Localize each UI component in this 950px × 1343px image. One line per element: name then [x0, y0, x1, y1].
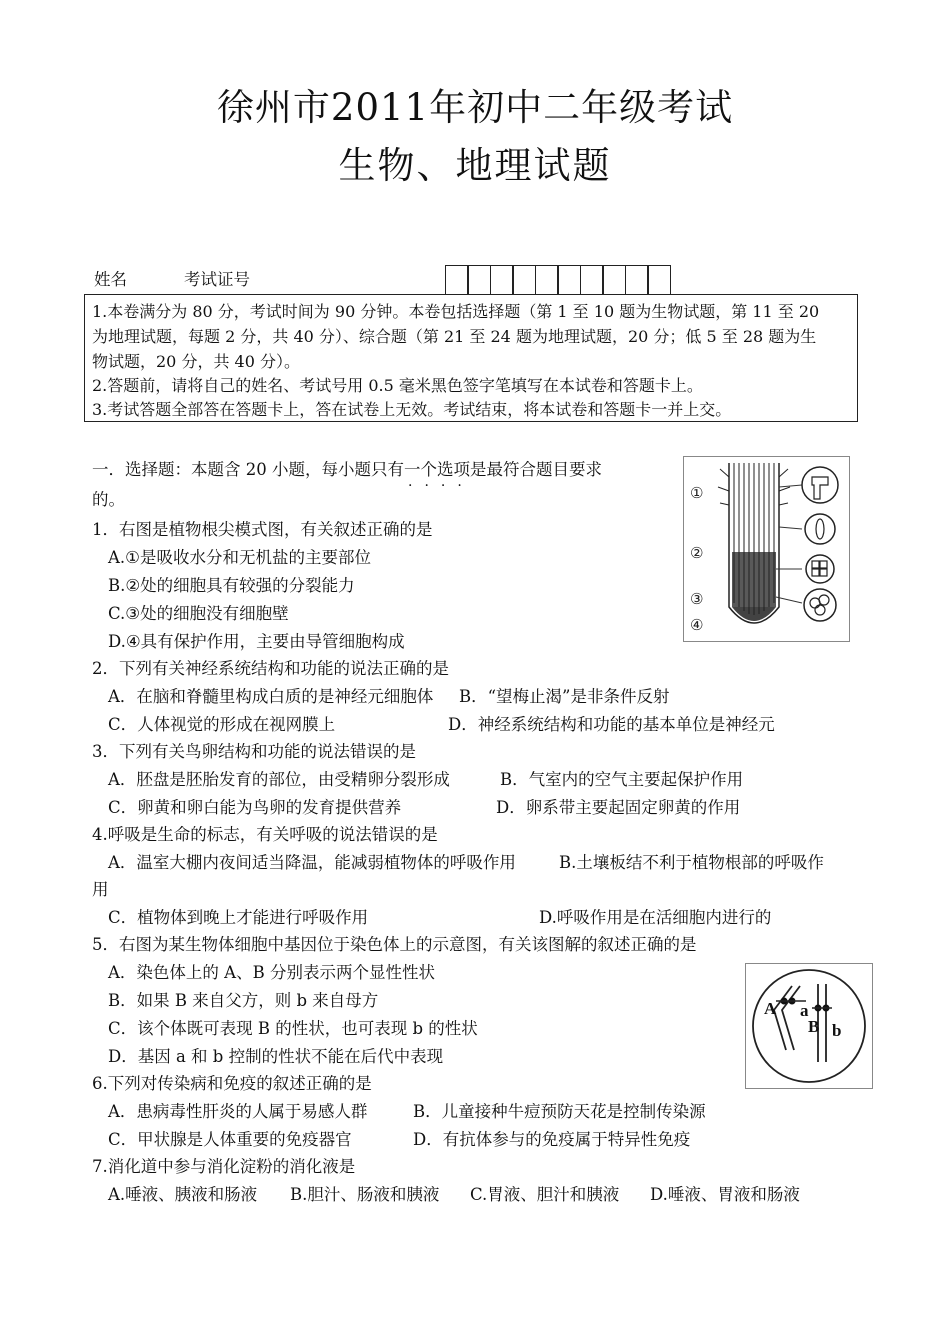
id-digit-box [557, 265, 581, 294]
q4-option-b-cont: 用 [92, 880, 109, 899]
q5-option-d: D．基因 a 和 b 控制的性状不能在后代中表现 [108, 1047, 444, 1066]
q5-option-c: C．该个体既可表现 B 的性状，也可表现 b 的性状 [108, 1019, 478, 1038]
q3-option-a: A．胚盘是胚胎发育的部位，由受精卵分裂形成 [108, 770, 450, 789]
q1-option-d: D.④具有保护作用，主要由导管细胞构成 [108, 632, 405, 651]
q4-option-d: D.呼吸作用是在活细胞内进行的 [539, 908, 772, 927]
instruction-line: 2.答题前，请将自己的姓名、考试号用 0.5 毫米黑色签字笔填写在本试卷和答题卡上。 [92, 376, 703, 395]
id-digit-box [647, 265, 671, 294]
emphasis-dots: ···· [408, 478, 474, 494]
id-digit-box [580, 265, 604, 294]
q4-stem: 4.呼吸是生命的标志，有关呼吸的说法错误的是 [92, 825, 438, 844]
name-label: 姓名 [94, 270, 127, 289]
q5-option-b: B．如果 B 来自父方，则 b 来自母方 [108, 991, 379, 1010]
q4-option-a: A．温室大棚内夜间适当降温，能减弱植物体的呼吸作用 [108, 853, 516, 872]
q7-option-a: A.唾液、胰液和肠液 [108, 1185, 258, 1204]
gene-label-B: B [808, 1017, 820, 1036]
gene-label-A: A [764, 999, 777, 1018]
q6-option-a: A．患病毒性肝炎的人属于易感人群 [108, 1102, 368, 1121]
q3-stem: 3．下列有关鸟卵结构和功能的说法错误的是 [92, 742, 416, 761]
q1-option-b: B.②处的细胞具有较强的分裂能力 [108, 576, 355, 595]
id-digit-box [625, 265, 649, 294]
id-digit-box [467, 265, 491, 294]
q2-option-c: C．人体视觉的形成在视网膜上 [108, 715, 336, 734]
gene-label-a: a [800, 1001, 809, 1020]
exam-id-label: 考试证号 [184, 270, 250, 289]
q2-option-d: D．神经系统结构和功能的基本单位是神经元 [448, 715, 775, 734]
q6-option-b: B．儿童接种牛痘预防天花是控制传染源 [413, 1102, 706, 1121]
q2-stem: 2．下列有关神经系统结构和功能的说法正确的是 [92, 659, 449, 678]
q3-option-d: D．卵系带主要起固定卵黄的作用 [496, 798, 741, 817]
id-digit-box [512, 265, 536, 294]
section-heading: 一．选择题：本题含 20 小题，每小题只有一个选项是最符合题目要求 [92, 460, 602, 479]
exam-id-boxes [446, 265, 671, 295]
gene-label-b: b [832, 1021, 842, 1040]
instruction-line: 为地理试题，每题 2 分，共 40 分）、综合题（第 21 至 24 题为地理试题，20 分；低 5 至 28 题为生 [92, 327, 817, 346]
instruction-line: 1.本卷满分为 80 分，考试时间为 90 分钟。本卷包括选择题（第 1 至 10 题为生物试题，第 11 至 20 [92, 302, 820, 321]
q6-option-d: D．有抗体参与的免疫属于特异性免疫 [413, 1130, 691, 1149]
q2-option-a: A．在脑和脊髓里构成白质的是神经元细胞体 [108, 687, 434, 706]
q3-option-b: B．气室内的空气主要起保护作用 [500, 770, 744, 789]
chromosome-figure [745, 963, 873, 1089]
q4-option-c: C．植物体到晚上才能进行呼吸作用 [108, 908, 369, 927]
root-label: ③ [690, 590, 704, 608]
root-label: ② [690, 544, 704, 562]
id-digit-box [490, 265, 514, 294]
section-heading-cont: 的。 [92, 490, 125, 509]
id-digit-box [445, 265, 469, 294]
root-tip-figure [683, 456, 850, 642]
instruction-line: 物试题，20 分，共 40 分）。 [92, 352, 300, 371]
q5-stem: 5．右图为某生物体细胞中基因位于染色体上的示意图，有关该图解的叙述正确的是 [92, 935, 697, 954]
q1-option-c: C.③处的细胞没有细胞壁 [108, 604, 289, 623]
q4-option-b: B.土壤板结不利于植物根部的呼吸作 [559, 853, 824, 872]
root-label: ④ [690, 616, 704, 634]
id-digit-box [602, 265, 626, 294]
q7-stem: 7.消化道中参与消化淀粉的消化液是 [92, 1157, 356, 1176]
q7-option-d: D.唾液、胃液和肠液 [650, 1185, 800, 1204]
exam-title: 徐州市2011年初中二年级考试 [216, 86, 734, 129]
exam-subtitle: 生物、地理试题 [338, 144, 612, 187]
q1-option-a: A.①是吸收水分和无机盐的主要部位 [108, 548, 371, 567]
q5-option-a: A．染色体上的 A、B 分别表示两个显性性状 [108, 963, 435, 982]
q7-option-c: C.胃液、胆汁和胰液 [470, 1185, 620, 1204]
q6-stem: 6.下列对传染病和免疫的叙述正确的是 [92, 1074, 372, 1093]
root-label: ① [690, 484, 704, 502]
q6-option-c: C．甲状腺是人体重要的免疫器官 [108, 1130, 352, 1149]
q1-stem: 1．右图是植物根尖模式图，有关叙述正确的是 [92, 520, 433, 539]
q3-option-c: C．卵黄和卵白能为鸟卵的发育提供营养 [108, 798, 402, 817]
id-digit-box [535, 265, 559, 294]
q2-option-b: B．“望梅止渴”是非条件反射 [459, 687, 670, 706]
instruction-line: 3.考试答题全部答在答题卡上，答在试卷上无效。考试结束，将本试卷和答题卡一并上交。 [92, 400, 732, 419]
q7-option-b: B.胆汁、肠液和胰液 [290, 1185, 440, 1204]
